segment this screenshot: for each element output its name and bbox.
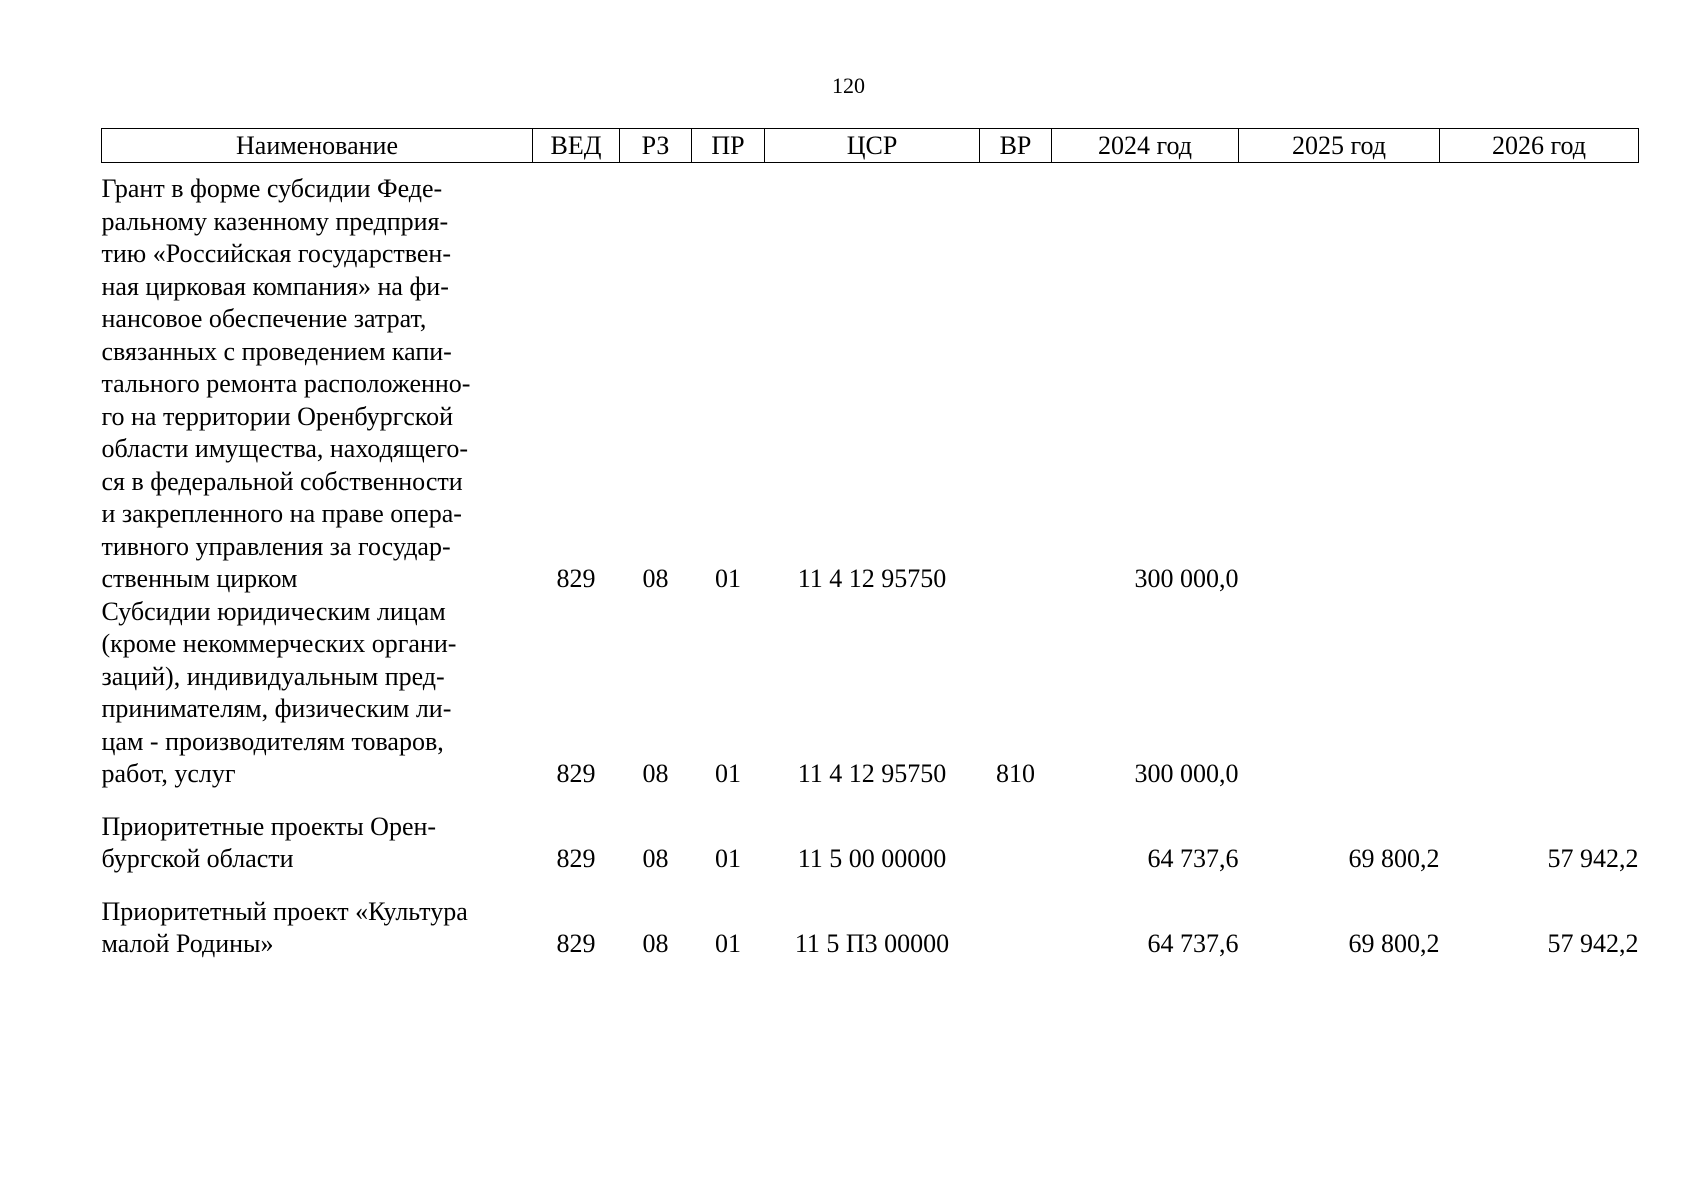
row-2026 <box>1440 596 1639 791</box>
table-row <box>102 596 1639 791</box>
name-line: Приоритетный проект «Культура <box>101 896 468 926</box>
row-rz: 08 <box>642 564 669 593</box>
name-line: принимателям, физическим ли- <box>101 694 452 723</box>
name-line: тального ремонта расположенно- <box>101 369 471 398</box>
name-line: и закрепленного на праве опера- <box>101 499 462 528</box>
name-line: малой Родины» <box>101 929 274 958</box>
header-ved: ВЕД <box>533 129 620 163</box>
row-vr <box>980 791 1052 876</box>
row-name <box>102 596 533 791</box>
name-line: ся в федеральной собственности <box>101 466 463 496</box>
row-ved: 829 <box>556 564 596 593</box>
table-row <box>102 876 1639 961</box>
row-pr: 01 <box>715 929 741 958</box>
budget-table <box>101 128 1639 961</box>
row-csr: 11 4 12 95750 <box>797 564 947 593</box>
header-2025: 2025 год <box>1239 129 1440 163</box>
name-line: Грант в форме субсидии Феде- <box>101 174 443 203</box>
row-2025 <box>1239 163 1440 596</box>
row-2026: 57 942,2 <box>1547 929 1639 958</box>
name-line: тию «Российская государствен- <box>101 239 451 268</box>
name-line: тивного управления за государ- <box>101 531 451 561</box>
header-pr: ПР <box>692 129 765 163</box>
row-name <box>102 791 533 876</box>
row-2024: 64 737,6 <box>1147 844 1239 873</box>
table-header <box>102 129 1639 163</box>
name-line: Субсидии юридическим лицам <box>101 596 446 626</box>
row-ved: 829 <box>556 844 596 873</box>
row-csr: 11 5 00 00000 <box>797 844 947 873</box>
name-line: ная цирковая компания» на фи- <box>101 271 449 301</box>
row-csr: 11 4 12 95750 <box>797 759 947 788</box>
row-2024: 300 000,0 <box>1134 564 1239 593</box>
header-2026: 2026 год <box>1440 129 1639 163</box>
name-line: цам - производителям товаров, <box>101 726 444 756</box>
name-line: нансовое обеспечение затрат, <box>101 304 427 333</box>
name-line: го на территории Оренбургской <box>101 401 454 431</box>
name-line: бургской области <box>101 844 294 873</box>
table-body <box>102 163 1639 961</box>
row-csr: 11 5 П3 00000 <box>794 929 950 958</box>
row-2024: 300 000,0 <box>1134 759 1239 788</box>
row-2024: 64 737,6 <box>1147 929 1239 958</box>
row-rz: 08 <box>642 759 669 788</box>
row-vr: 810 <box>996 759 1035 788</box>
row-ved: 829 <box>556 759 596 788</box>
header-vr: ВР <box>980 129 1052 163</box>
row-pr: 01 <box>715 759 741 788</box>
row-vr <box>980 163 1052 596</box>
header-rz: РЗ <box>620 129 692 163</box>
row-2026 <box>1440 163 1639 596</box>
row-rz: 08 <box>642 929 669 958</box>
table-row <box>102 791 1639 876</box>
name-line: связанных с проведением капи- <box>101 336 452 366</box>
header-name: Наименование <box>102 129 533 163</box>
name-line: заций), индивидуальным пред- <box>101 661 445 691</box>
name-line: работ, услуг <box>101 759 236 788</box>
header-row <box>102 129 1639 163</box>
row-2025 <box>1239 596 1440 791</box>
name-line: области имущества, находящего- <box>101 434 469 463</box>
row-pr: 01 <box>715 844 741 873</box>
name-line: ственным цирком <box>101 564 298 593</box>
table-row <box>102 163 1639 596</box>
row-2026: 57 942,2 <box>1547 844 1639 873</box>
row-2025: 69 800,2 <box>1348 844 1440 873</box>
header-2024: 2024 год <box>1052 129 1239 163</box>
name-line: Приоритетные проекты Орен- <box>101 811 437 841</box>
row-name <box>102 876 533 961</box>
name-line: (кроме некоммерческих органи- <box>101 629 457 658</box>
header-csr: ЦСР <box>765 129 980 163</box>
row-pr: 01 <box>715 564 741 593</box>
page-number: 120 <box>832 73 865 98</box>
row-ved: 829 <box>556 929 596 958</box>
row-vr <box>980 876 1052 961</box>
row-2025: 69 800,2 <box>1348 929 1440 958</box>
row-name <box>102 163 533 596</box>
name-line: ральному казенному предприя- <box>101 206 449 236</box>
row-rz: 08 <box>642 844 669 873</box>
